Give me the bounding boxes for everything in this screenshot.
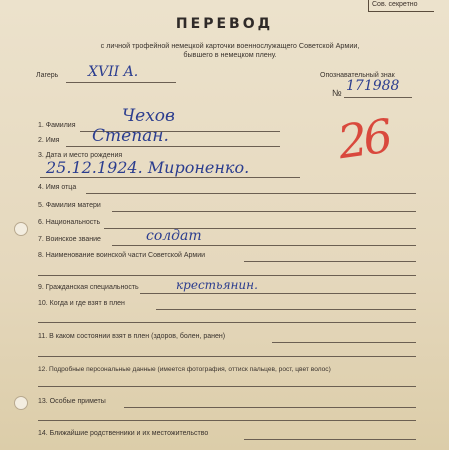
field-label-personal: 12. Подробные персональные данные (имеется фотография, оттиск пальцев, рост, цвет волос) bbox=[38, 366, 331, 373]
punch-hole-upper bbox=[14, 222, 28, 236]
field-label-rank: 7. Воинское звание bbox=[38, 236, 101, 243]
field-rule-unit bbox=[244, 261, 416, 262]
field-label-marks: 13. Особые приметы bbox=[38, 398, 106, 405]
field-rule-captured bbox=[156, 309, 416, 310]
field-rule-rank bbox=[112, 245, 416, 246]
field-value-rank: солдат bbox=[146, 228, 202, 244]
field-label-unit: 8. Наименование воинской части Советской Армии bbox=[38, 252, 206, 259]
field-rule-condition bbox=[272, 342, 416, 343]
field-label-mother: 5. Фамилия матери bbox=[38, 202, 101, 209]
field-rule-name bbox=[66, 146, 280, 147]
field-rule-unit-2 bbox=[38, 275, 416, 276]
punch-hole-lower bbox=[14, 396, 28, 410]
field-rule-captured-2 bbox=[38, 322, 416, 323]
id-mark-value: 171988 bbox=[346, 78, 400, 94]
field-value-surname: Чехов bbox=[122, 106, 175, 126]
field-rule-marks-2 bbox=[38, 420, 416, 421]
document-subtitle bbox=[60, 41, 400, 59]
field-rule-mother bbox=[112, 211, 416, 212]
field-label-surname: 1. Фамилия bbox=[38, 122, 76, 129]
field-rule-personal bbox=[38, 386, 416, 387]
red-handwritten-number: 26 bbox=[334, 108, 393, 170]
field-rule-birth bbox=[40, 177, 300, 178]
field-rule-father bbox=[86, 193, 416, 194]
field-label-name: 2. Имя bbox=[38, 137, 60, 144]
field-value-birth: 25.12.1924. Мироненко. bbox=[46, 158, 250, 177]
field-rule-civil bbox=[140, 293, 416, 294]
field-value-civil: крестьянин. bbox=[176, 278, 258, 292]
field-label-civil: 9. Гражданская специальность bbox=[38, 284, 139, 291]
camp-label: Лагерь bbox=[36, 72, 59, 79]
field-rule-relatives bbox=[244, 439, 416, 440]
field-label-nationality: 6. Национальность bbox=[38, 219, 101, 226]
field-value-name: Степан. bbox=[92, 126, 169, 146]
camp-underline bbox=[66, 82, 176, 83]
field-label-relatives: 14. Ближайшие родственники и их местожительство bbox=[38, 430, 209, 437]
camp-value: XVII A. bbox=[88, 64, 139, 80]
subtitle-line-2: бывшего в немецком плену. bbox=[183, 50, 277, 59]
id-mark-underline bbox=[344, 97, 412, 98]
field-label-father: 4. Имя отца bbox=[38, 184, 77, 191]
field-label-birth: 3. Дата и место рождения bbox=[38, 152, 123, 159]
document-title: ПЕРЕВОД bbox=[175, 16, 274, 32]
classification-stamp: Сов. секретно bbox=[368, 0, 434, 12]
subtitle-line-1: с личной трофейной немецкой карточки военнослужащего Советской Армии, bbox=[100, 41, 360, 50]
id-mark-prefix: № bbox=[332, 88, 342, 98]
field-rule-marks bbox=[124, 407, 416, 408]
id-mark-label: Опознавательный знак bbox=[320, 72, 395, 79]
field-label-captured: 10. Когда и где взят в плен bbox=[38, 300, 125, 307]
field-label-condition: 11. В каком состоянии взят в плен (здоров, болен, ранен) bbox=[38, 333, 226, 340]
field-rule-condition-2 bbox=[38, 356, 416, 357]
